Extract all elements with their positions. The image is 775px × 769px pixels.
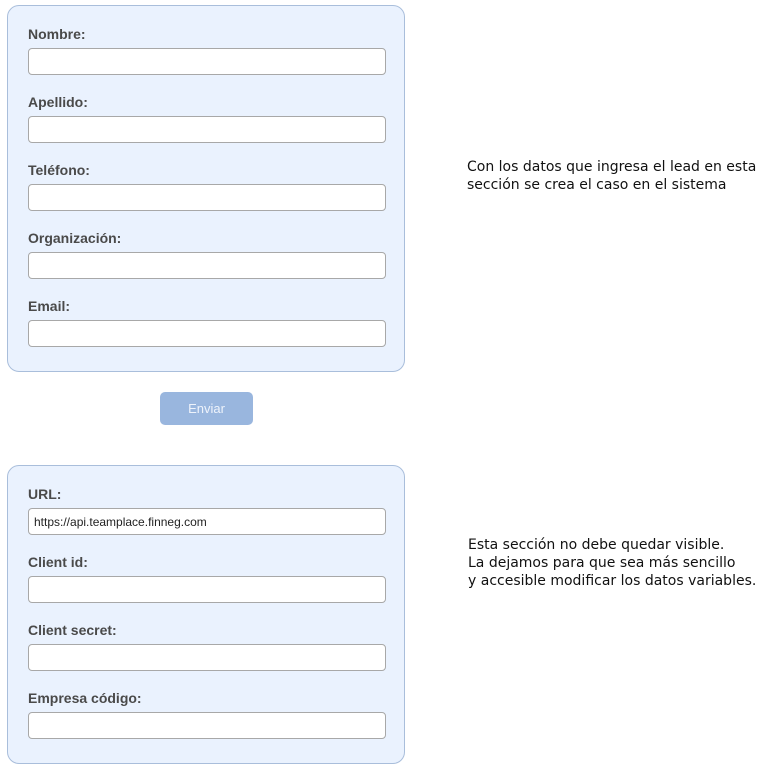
empresa-codigo-input[interactable] xyxy=(28,712,386,739)
url-input[interactable] xyxy=(28,508,386,535)
telefono-field xyxy=(28,162,384,211)
apellido-input[interactable] xyxy=(28,116,386,143)
config-note-line-3: y accesible modificar los datos variables. xyxy=(468,573,757,589)
config-form-panel xyxy=(7,465,405,764)
client-id-field xyxy=(28,554,384,603)
nombre-input[interactable] xyxy=(28,48,386,75)
apellido-label: Apellido: xyxy=(28,94,88,110)
organizacion-input[interactable] xyxy=(28,252,386,279)
email-field xyxy=(28,298,384,347)
nombre-field xyxy=(28,26,384,75)
apellido-field xyxy=(28,94,384,143)
nombre-label: Nombre: xyxy=(28,26,86,42)
enviar-button[interactable]: Enviar xyxy=(160,392,253,425)
telefono-input[interactable] xyxy=(28,184,386,211)
url-field xyxy=(28,486,384,535)
lead-note-line-2: sección se crea el caso en el sistema xyxy=(467,177,727,193)
client-id-label: Client id: xyxy=(28,554,88,570)
config-note-line-1: Esta sección no debe quedar visible. xyxy=(468,537,725,553)
lead-form-panel xyxy=(7,5,405,372)
empresa-codigo-label: Empresa código: xyxy=(28,690,142,706)
organizacion-field xyxy=(28,230,384,279)
email-label: Email: xyxy=(28,298,71,314)
lead-form-note xyxy=(467,158,756,194)
client-secret-label: Client secret: xyxy=(28,622,117,638)
telefono-label: Teléfono: xyxy=(28,162,90,178)
client-secret-field xyxy=(28,622,384,671)
config-form-note xyxy=(468,536,756,590)
config-note-line-2: La dejamos para que sea más sencillo xyxy=(468,555,736,571)
lead-note-line-1: Con los datos que ingresa el lead en esta xyxy=(467,159,757,175)
organizacion-label: Organización: xyxy=(28,230,122,246)
url-label: URL: xyxy=(28,486,62,502)
email-input[interactable] xyxy=(28,320,386,347)
client-id-input[interactable] xyxy=(28,576,386,603)
empresa-codigo-field xyxy=(28,690,384,739)
client-secret-input[interactable] xyxy=(28,644,386,671)
